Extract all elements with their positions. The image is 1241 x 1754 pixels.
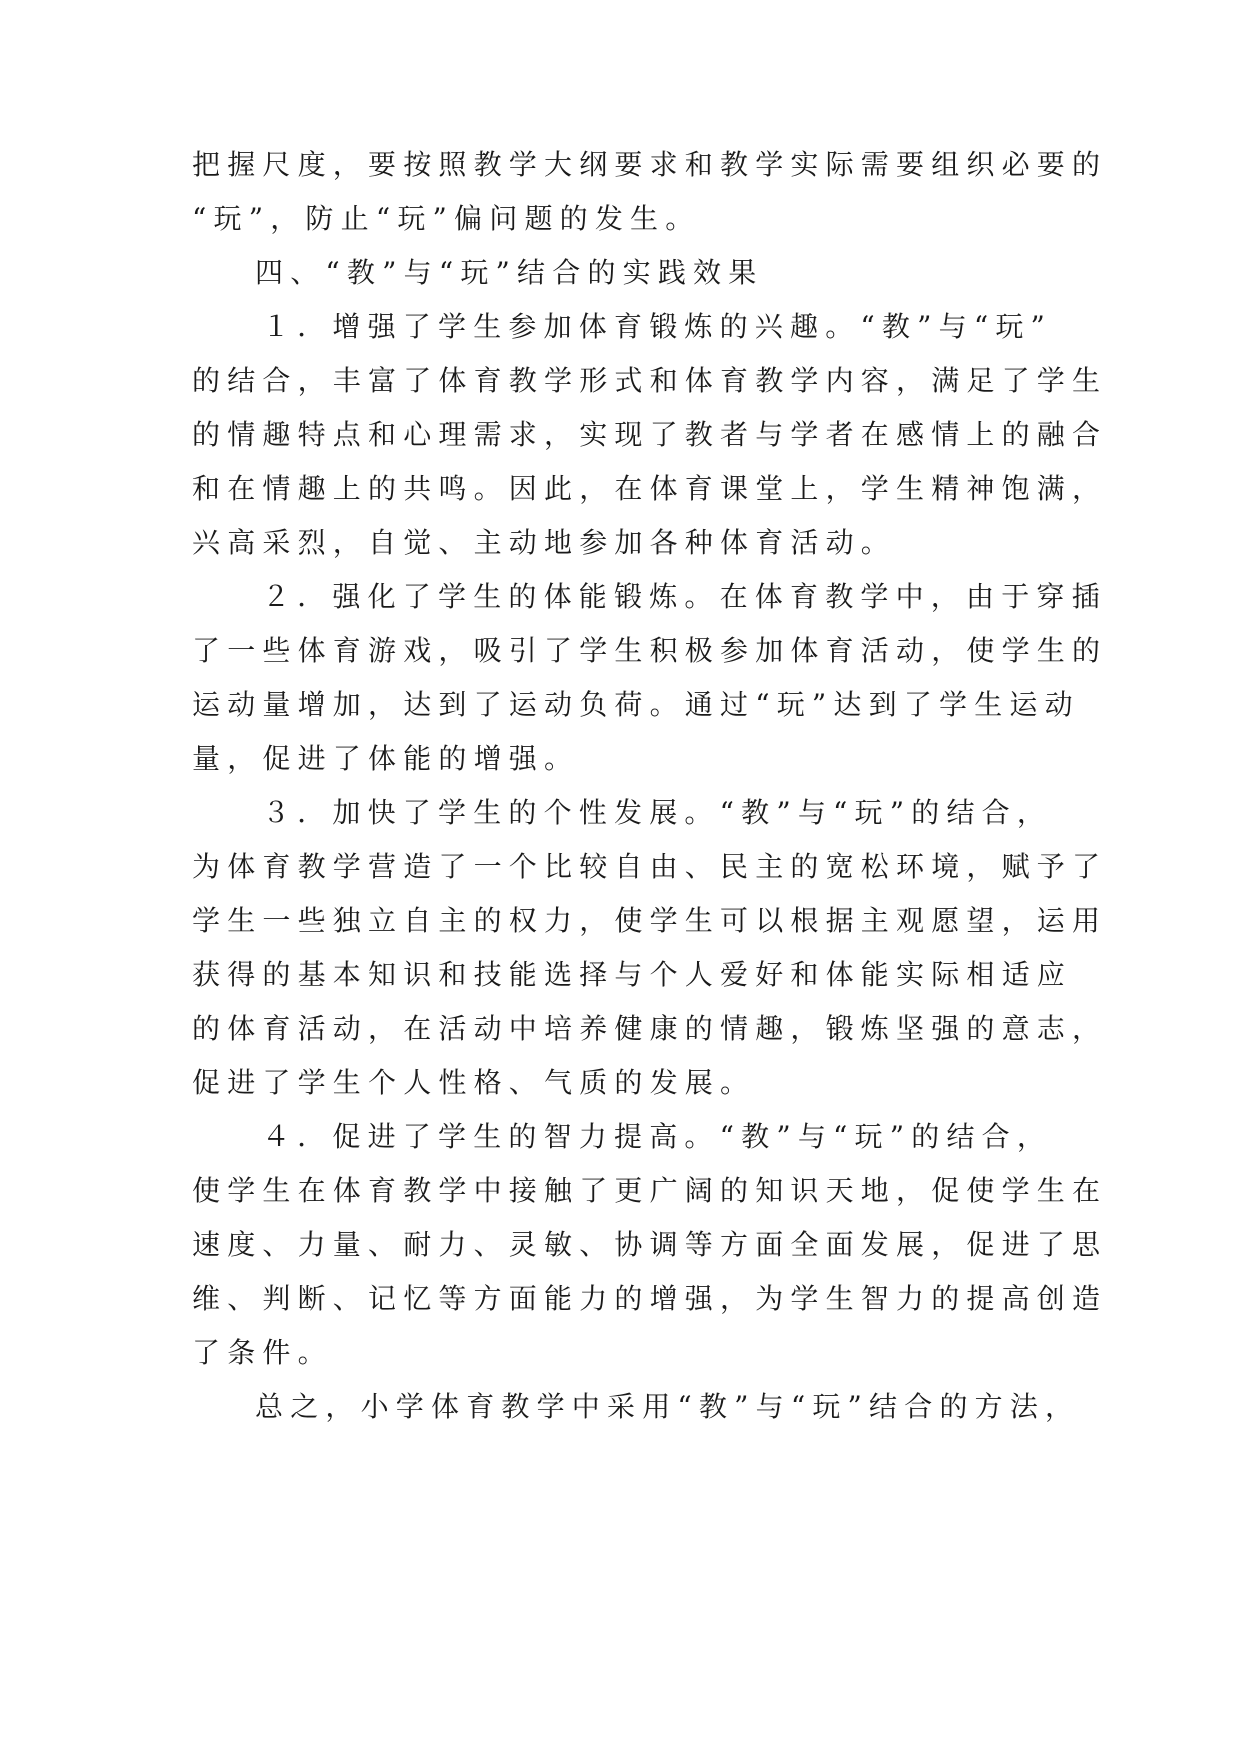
text-line: 和在情趣上的共鸣。因此，在体育课堂上，学生精神饱满， bbox=[192, 472, 1108, 505]
text-line: 学生一些独立自主的权力，使学生可以根据主观愿望，运用 bbox=[192, 904, 1108, 937]
text-line: ３．加快了学生的个性发展。“教”与“玩”的结合， bbox=[262, 796, 1053, 829]
text-line: ２．强化了学生的体能锻炼。在体育教学中，由于穿插 bbox=[262, 580, 1107, 613]
text-line: 把握尺度，要按照教学大纲要求和教学实际需要组织必要的 bbox=[192, 148, 1108, 181]
text-line: 使学生在体育教学中接触了更广阔的知识天地，促使学生在 bbox=[192, 1174, 1108, 1207]
text-line: 获得的基本知识和技能选择与个人爱好和体能实际相适应 bbox=[192, 958, 1073, 991]
text-line: 的情趣特点和心理需求，实现了教者与学者在感情上的融合 bbox=[192, 418, 1108, 451]
text-line: ４．促进了学生的智力提高。“教”与“玩”的结合， bbox=[262, 1120, 1053, 1153]
text-line: 促进了学生个人性格、气质的发展。 bbox=[192, 1066, 756, 1099]
text-line: 了一些体育游戏，吸引了学生积极参加体育活动，使学生的 bbox=[192, 634, 1108, 667]
text-line: 速度、力量、耐力、灵敏、协调等方面全面发展，促进了思 bbox=[192, 1228, 1108, 1261]
text-line: 维、判断、记忆等方面能力的增强，为学生智力的提高创造 bbox=[192, 1282, 1108, 1315]
text-line: 的结合，丰富了体育教学形式和体育教学内容，满足了学生 bbox=[192, 364, 1108, 397]
text-line: 为体育教学营造了一个比较自由、民主的宽松环境，赋予了 bbox=[192, 850, 1108, 883]
text-line: “玩”，防止“玩”偏问题的发生。 bbox=[192, 202, 701, 235]
text-line: １．增强了学生参加体育锻炼的兴趣。“教”与“玩” bbox=[262, 310, 1053, 343]
text-line: 总之，小学体育教学中采用“教”与“玩”结合的方法， bbox=[255, 1390, 1081, 1423]
text-line: 兴高采烈，自觉、主动地参加各种体育活动。 bbox=[192, 526, 897, 559]
section-heading: 四、“教”与“玩”结合的实践效果 bbox=[255, 256, 764, 289]
text-line: 了条件。 bbox=[192, 1336, 333, 1369]
text-line: 运动量增加，达到了运动负荷。通过“玩”达到了学生运动 bbox=[192, 688, 1080, 721]
text-line: 的体育活动，在活动中培养健康的情趣，锻炼坚强的意志， bbox=[192, 1012, 1108, 1045]
text-line: 量，促进了体能的增强。 bbox=[192, 742, 580, 775]
